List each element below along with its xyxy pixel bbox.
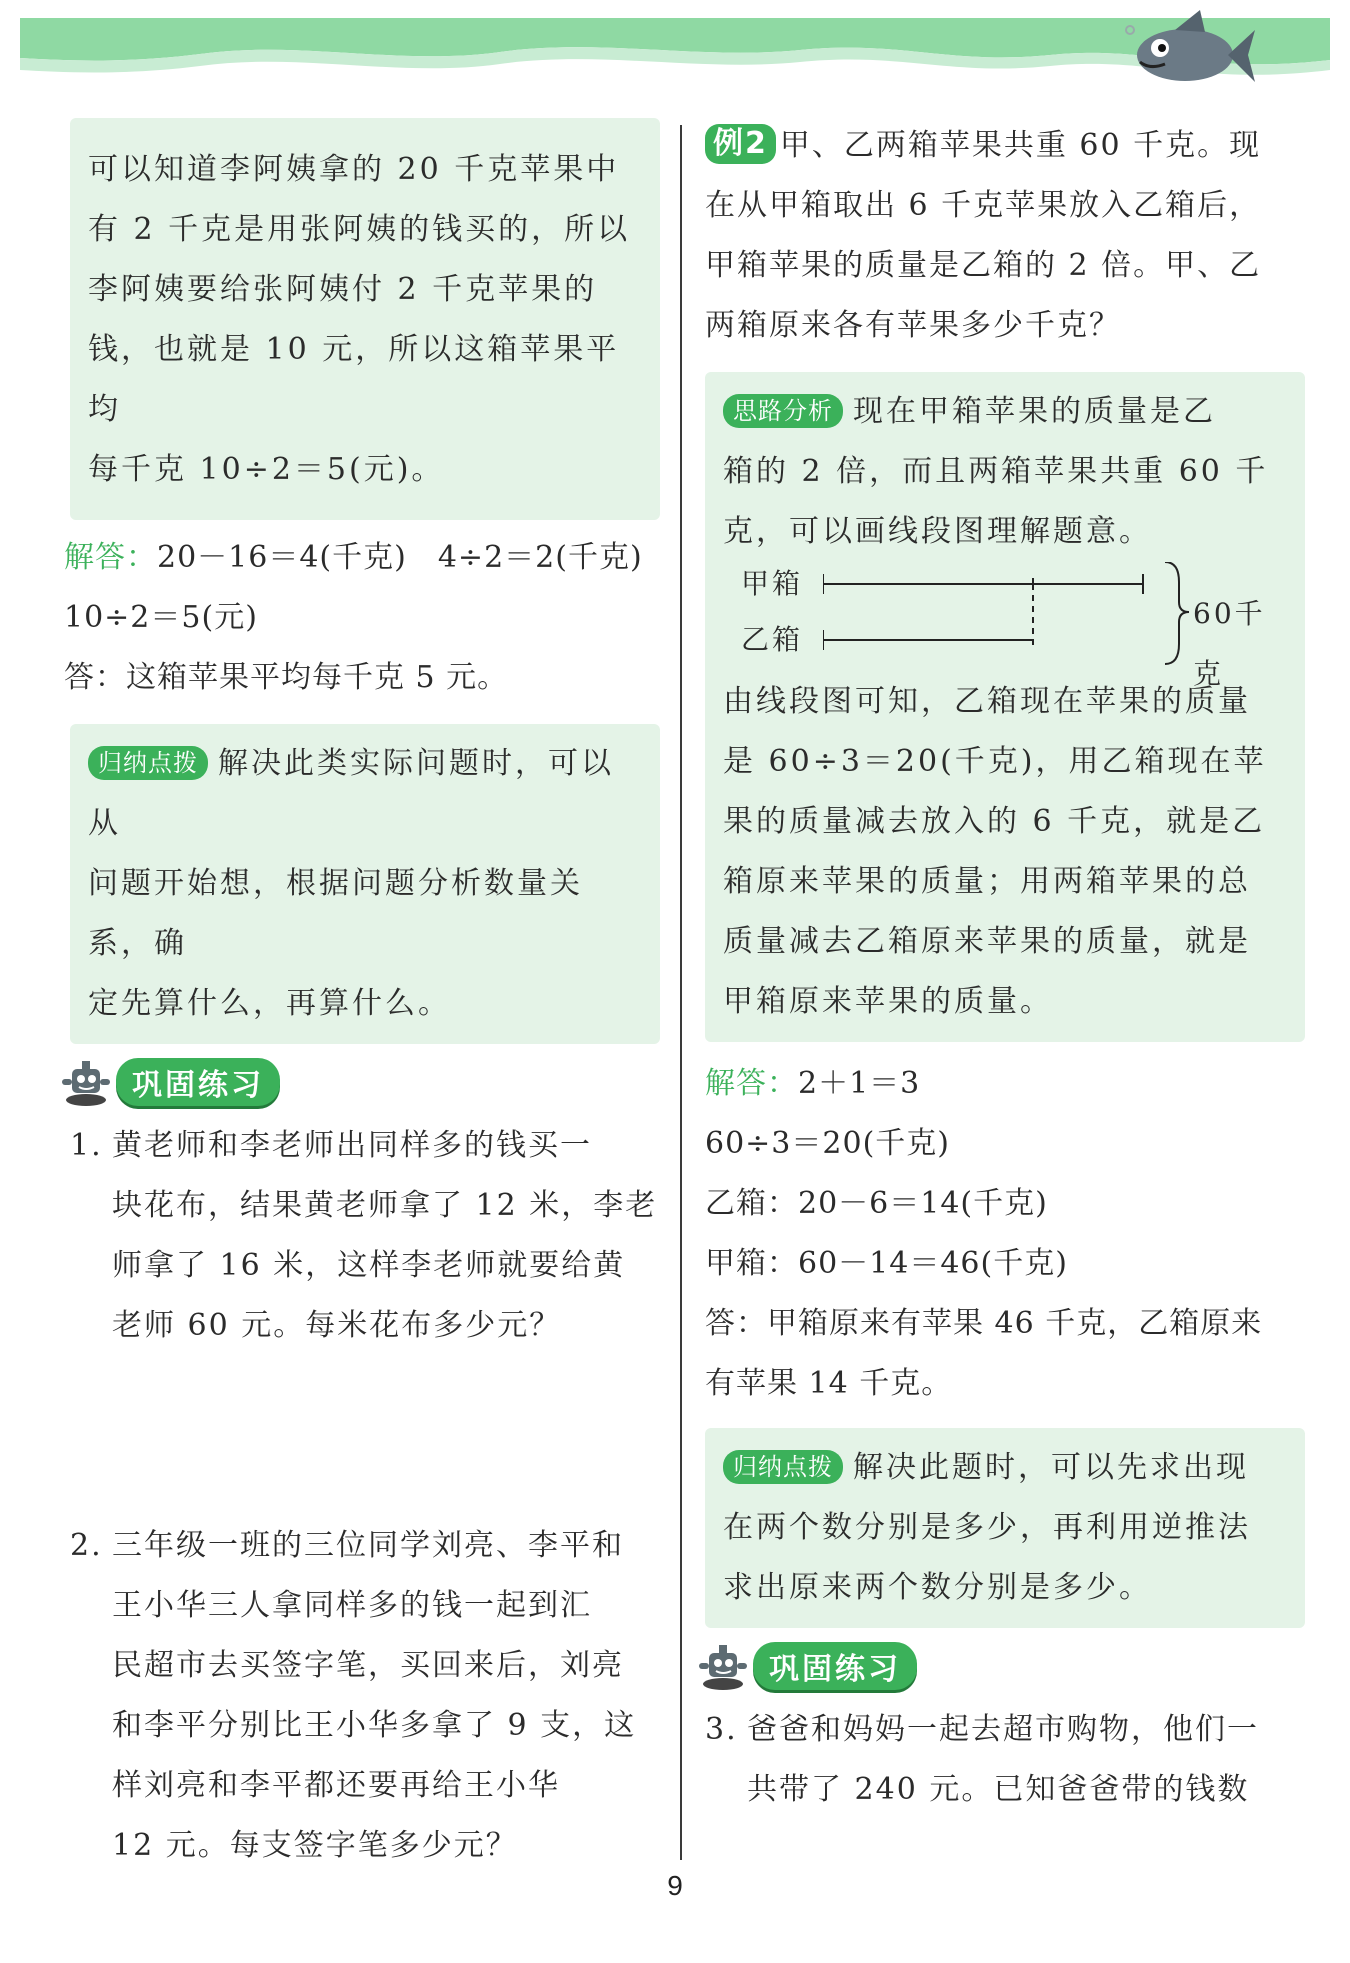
robot-icon [695, 1641, 751, 1691]
analysis-box [705, 372, 1305, 1042]
text-line: 有 2 千克是用张阿姨的钱买的，所以 [88, 212, 631, 247]
text-line: 师拿了 16 米，这样李老师就要给黄 [112, 1248, 626, 1283]
diagram-label-b: 乙箱 [741, 623, 804, 656]
analysis-tag: 思路分析 [723, 394, 843, 428]
text-line: 质量减去乙箱原来苹果的质量，就是 [723, 924, 1251, 959]
text-line: 和李平分别比王小华多拿了 9 支，这 [112, 1708, 637, 1743]
answer-line: 10÷2＝5(元) [64, 600, 258, 635]
column-divider [680, 125, 682, 1860]
practice-heading [695, 1636, 1305, 1696]
right-column [705, 116, 1305, 1820]
text-line: 定先算什么，再算什么。 [88, 986, 451, 1021]
practice-heading [58, 1052, 660, 1112]
robot-icon [58, 1057, 114, 1107]
text-line: 样刘亮和李平都还要再给王小华 [112, 1768, 560, 1803]
segment-drawing [823, 562, 1243, 672]
text-line: 箱的 2 倍，而且两箱苹果共重 60 千 [723, 454, 1269, 489]
text-line: 现在甲箱苹果的质量是乙 [853, 394, 1216, 429]
text-line: 两箱原来各有苹果多少千克？ [705, 308, 1121, 343]
answer-label: 解答： [64, 540, 157, 575]
text-line: 求出原来两个数分别是多少。 [723, 1570, 1152, 1605]
problem-1 [70, 1116, 660, 1356]
summary-tag: 归纳点拨 [723, 1450, 843, 1484]
problem-number: 2. [70, 1528, 103, 1563]
text-line: 在两个数分别是多少，再利用逆推法 [723, 1510, 1251, 1545]
text-line: 老师 60 元。每米花布多少元？ [112, 1308, 562, 1343]
answer-line: 甲箱：60－14＝46(千克) [705, 1246, 1068, 1281]
answer-line: 2＋1＝3 [798, 1066, 921, 1101]
summary-box [70, 724, 660, 1044]
answer-line: 有苹果 14 千克。 [705, 1366, 953, 1401]
text-line: 李阿姨要给张阿姨付 2 千克苹果的 [88, 272, 598, 307]
text-line: 箱原来苹果的质量；用两箱苹果的总 [723, 864, 1251, 899]
text-line: 块花布，结果黄老师拿了 12 米，李老 [112, 1188, 658, 1223]
example-2 [705, 116, 1305, 356]
problem-number: 1. [70, 1128, 103, 1163]
diagram-label-a: 甲箱 [741, 567, 804, 600]
text-line: 果的质量减去放入的 6 千克，就是乙 [723, 804, 1266, 839]
practice-title: 巩固练习 [753, 1642, 917, 1690]
text-line: 每千克 10÷2＝5(元)。 [88, 452, 445, 487]
text-line: 民超市去买签字笔，买回来后，刘亮 [112, 1648, 624, 1683]
answer-line: 20－16＝4(千克) 4÷2＝2(千克) [157, 540, 643, 575]
problem-2 [70, 1516, 660, 1876]
text-line: 12 元。每支签字笔多少元？ [112, 1828, 518, 1863]
summary-box [705, 1428, 1305, 1628]
text-line: 解决此类实际问题时，可以从 [88, 746, 614, 841]
answer-line: 答：甲箱原来有苹果 46 千克，乙箱原来 [705, 1306, 1263, 1341]
diagram-total: 60千克 [1193, 597, 1266, 690]
example-tag: 例2 [705, 124, 776, 164]
text-line: 王小华三人拿同样多的钱一起到汇 [112, 1588, 592, 1623]
practice-title: 巩固练习 [116, 1058, 280, 1106]
left-column [64, 118, 660, 1876]
text-line: 是 60÷3＝20(千克)，用乙箱现在苹 [723, 744, 1267, 779]
text-line: 可以知道李阿姨拿的 20 千克苹果中 [88, 152, 620, 187]
text-line: 问题开始想，根据问题分析数量关系，确 [88, 866, 583, 961]
text-line: 克，可以画线段图理解题意。 [723, 514, 1152, 549]
text-line: 黄老师和李老师出同样多的钱买一 [112, 1128, 592, 1163]
text-line: 甲箱苹果的质量是乙箱的 2 倍。甲、乙 [705, 248, 1262, 283]
problem-number: 3. [705, 1712, 738, 1747]
text-line: 钱，也就是 10 元，所以这箱苹果平均 [88, 332, 620, 427]
text-line: 甲箱原来苹果的质量。 [723, 984, 1053, 1019]
text-line: 甲、乙两箱苹果共重 60 千克。现 [779, 128, 1262, 163]
text-line: 三年级一班的三位同学刘亮、李平和 [112, 1528, 624, 1563]
answer-line: 乙箱：20－6＝14(千克) [705, 1186, 1048, 1221]
answer-line: 60÷3＝20(千克) [705, 1126, 950, 1161]
text-line: 爸爸和妈妈一起去超市购物，他们一 [747, 1712, 1259, 1747]
text-line: 共带了 240 元。已知爸爸带的钱数 [747, 1772, 1250, 1807]
top-wave-banner [0, 0, 1350, 110]
text-line: 在从甲箱取出 6 千克苹果放入乙箱后， [705, 188, 1262, 223]
explanation-box [70, 118, 660, 520]
answer-label: 解答： [705, 1066, 798, 1101]
text-line: 解决此题时，可以先求出现 [853, 1450, 1249, 1485]
answer-line: 答：这箱苹果平均每千克 5 元。 [64, 660, 509, 695]
answer-block [705, 1054, 1305, 1414]
line-segment-diagram [723, 562, 1287, 690]
answer-block [64, 528, 660, 708]
page-number: 9 [667, 1870, 683, 1901]
text-line: 由线段图可知，乙箱现在苹果的质量 [723, 684, 1251, 719]
problem-3 [705, 1700, 1305, 1820]
summary-tag: 归纳点拨 [88, 746, 208, 780]
